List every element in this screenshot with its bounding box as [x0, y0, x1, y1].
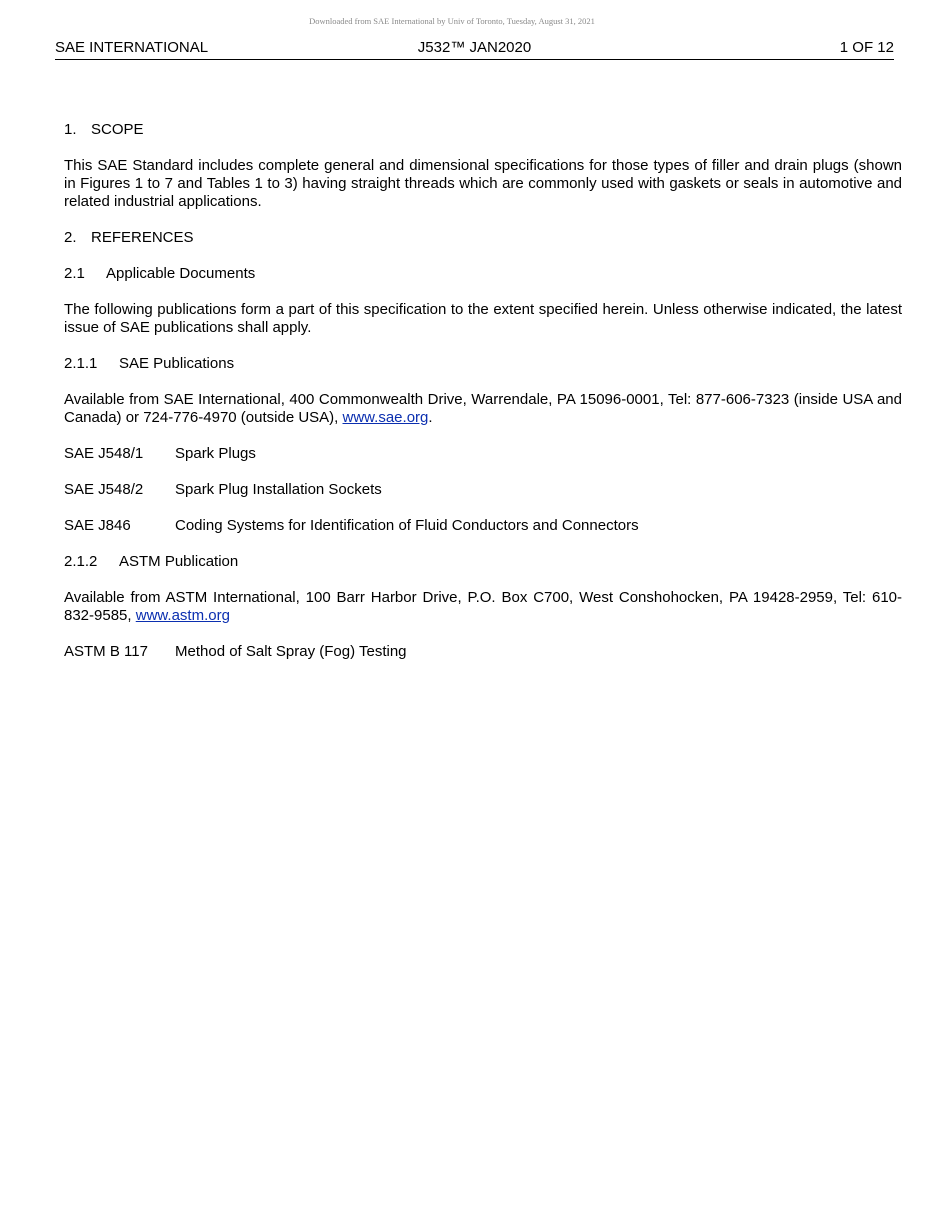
reference-code: SAE J846: [64, 517, 131, 534]
reference-item: [64, 445, 902, 463]
sae-link-period: .: [428, 409, 433, 426]
section-heading-astm-publication: [64, 553, 902, 571]
reference-code: SAE J548/2: [64, 481, 144, 498]
section-number: 2.1.2: [64, 553, 98, 570]
reference-title: Spark Plug Installation Sockets: [175, 481, 382, 498]
section-number: 2.1.1: [64, 355, 98, 372]
header-organization: SAE INTERNATIONAL: [55, 39, 209, 56]
section-title: SAE Publications: [119, 355, 235, 372]
astm-availability-text: Available from ASTM International, 100 Barr Harbor Drive, P.O. Box C700, West Conshohocken, PA 19428-2959, Tel: 610-832-9585,: [64, 589, 902, 624]
section-heading-sae-publications: [64, 355, 902, 373]
section-title: ASTM Publication: [119, 553, 239, 570]
document-body: [64, 121, 902, 679]
section-title: REFERENCES: [91, 229, 194, 246]
reference-item: [64, 643, 902, 661]
reference-code: SAE J548/1: [64, 445, 144, 462]
section-title: SCOPE: [91, 121, 144, 138]
section-heading-applicable-documents: [64, 265, 902, 283]
download-watermark: Downloaded from SAE International by Univ of Toronto, Tuesday, August 31, 2021: [309, 16, 595, 26]
sae-website-link[interactable]: www.sae.org: [342, 409, 429, 426]
page-header: [55, 38, 894, 60]
sae-availability-paragraph: [64, 391, 902, 427]
section-number: 2.1: [64, 265, 85, 282]
reference-item: [64, 481, 902, 499]
section-heading-references: [64, 229, 902, 247]
section-number: 2.: [64, 229, 77, 246]
applicable-documents-paragraph: The following publications form a part of this specification to the extent specified herein. Unless otherwise indicated, the latest issue of SAE publications shall apply.: [64, 301, 902, 336]
reference-title: Spark Plugs: [175, 445, 256, 462]
header-page-number: 1 OF 12: [839, 39, 894, 56]
astm-website-link[interactable]: www.astm.org: [135, 607, 230, 624]
reference-title: Method of Salt Spray (Fog) Testing: [175, 643, 407, 660]
sae-availability-text: Available from SAE International, 400 Commonwealth Drive, Warrendale, PA 15096-0001, Tel: 877-606-7323 (inside USA and Canada) or 724-776-4970 (outside USA),: [64, 391, 902, 426]
reference-item: [64, 517, 902, 535]
section-heading-scope: [64, 121, 902, 139]
section-number: 1.: [64, 121, 77, 138]
scope-paragraph: This SAE Standard includes complete general and dimensional specifications for those types of filler and drain plugs (shown in Figures 1 to 7 and Tables 1 to 3) having straight threads which are commonly used with gaskets or seals in automotive and related industrial applications.: [64, 157, 902, 210]
astm-availability-paragraph: [64, 589, 902, 625]
reference-title: Coding Systems for Identification of Fluid Conductors and Connectors: [175, 517, 639, 534]
header-document-id: J532™ JAN2020: [417, 39, 532, 56]
section-title: Applicable Documents: [106, 265, 256, 282]
reference-code: ASTM B 117: [64, 643, 148, 660]
